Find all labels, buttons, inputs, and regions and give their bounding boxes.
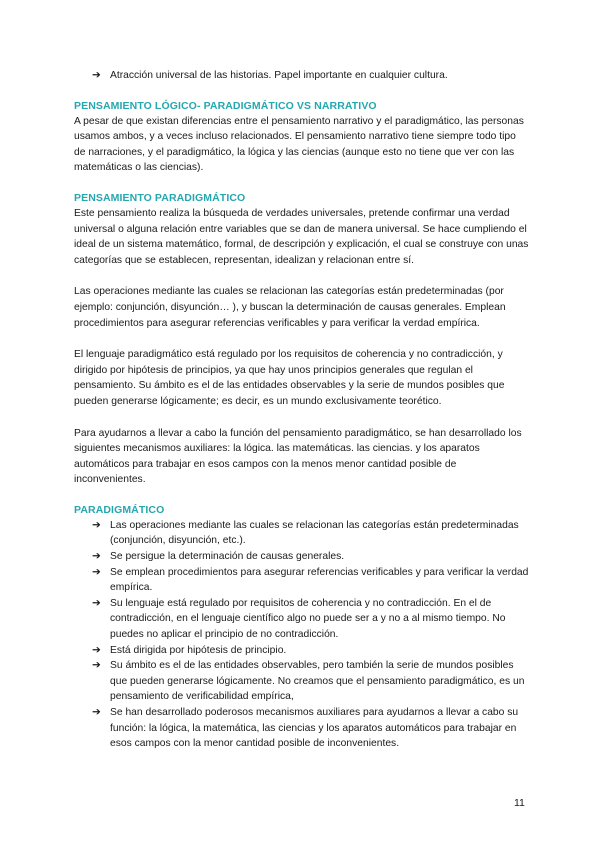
page-number: 11 bbox=[514, 797, 525, 809]
intro-bullet bbox=[74, 68, 530, 84]
section2-paragraph-3: El lenguaje paradigmático está regulado por los requisitos de coherencia y no contradicción, y dirigido por hipótesis de principios, ya que hay unos principios generales que regulan el pensamiento. Su ámbito es el de las entidades observables y la serie de mundos posibles que pueden generarse lógicamente; es decir, es un mundo exclusivamente teorético. bbox=[74, 349, 505, 407]
document-page bbox=[74, 68, 530, 752]
section2-paragraph-2: Las operaciones mediante las cuales se relacionan las categorías están predeterminadas (por ejemplo: conjunción, disyunción… ), y buscan la determinación de causas generales. Emplean procedimientos para asegurar referencias verificables y para verificar la verdad empírica. bbox=[74, 286, 506, 329]
section1-paragraph: A pesar de que existan diferencias entre el pensamiento narrativo y el paradigmático, las personas usamos ambos, y a veces incluso relacionados. El pensamiento narrativo tiene siempre todo tipo de narraciones, y el paradigmático, la lógica y las ciencias (aunque esto no tiene que ver con las matemáticas o las ciencias). bbox=[74, 115, 524, 174]
arrow-icon: ➔ bbox=[92, 706, 101, 718]
list-item-text: Se persigue la determinación de causas generales. bbox=[110, 551, 345, 563]
list-item-text: Está dirigida por hipótesis de principio. bbox=[110, 644, 287, 656]
intro-bullet-text: Atracción universal de las historias. Papel importante en cualquier cultura. bbox=[110, 70, 448, 81]
arrow-icon: ➔ bbox=[92, 550, 101, 563]
section2-paragraph-4: Para ayudarnos a llevar a cabo la función del pensamiento paradigmático, se han desarrollado los siguientes mecanismos auxiliares: la lógica. las matemáticas. las ciencias. y los aparatos automáticos para trabajar en esos campos con la menos menor cantidad posible de inconvenientes. bbox=[74, 427, 522, 486]
section-heading-logico-vs-narrativo: PENSAMIENTO LÓGICO- PARADIGMÁTICO VS NARRATIVO bbox=[74, 99, 377, 112]
list-item bbox=[92, 643, 530, 659]
arrow-icon: ➔ bbox=[92, 596, 101, 609]
list-item-text: Se han desarrollado poderosos mecanismos auxiliares para ayudarnos a llevar a cabo su función: la lógica, la matemática, las ciencias y los aparatos automáticos para trabajar en esos campos con la menor cantidad posible de inconvenientes. bbox=[110, 707, 519, 750]
list-item bbox=[92, 596, 530, 643]
list-item bbox=[92, 518, 530, 549]
list-item-text: Se emplean procedimientos para asegurar referencias verificables y para verificar la verdad empírica. bbox=[110, 566, 529, 594]
list-item bbox=[92, 549, 530, 565]
arrow-icon: ➔ bbox=[92, 643, 101, 656]
list-item-text: Su ámbito es el de las entidades observables, pero también la serie de mundos posibles que pueden generarse lógicamente. No creamos que el pensamiento paradigmático, es un pensamiento de verificabilidad empírica, bbox=[110, 660, 525, 703]
list-item bbox=[92, 658, 530, 705]
section2-paragraph-1: Este pensamiento realiza la búsqueda de verdades universales, pretende confirmar una verdad universal o alguna relación entre variables que se dan de manera universal. Se hace cumpliendo el ideal de un sistema matemático, formal, de descripción y explicación, el cual se construye con unas categorías que se establecen, representan, idealizan y relacionan entre sí. bbox=[74, 207, 529, 266]
arrow-icon: ➔ bbox=[92, 69, 101, 81]
list-item-text: Las operaciones mediante las cuales se relacionan las categorías están predeterminadas (conjunción, disyunción, etc.). bbox=[110, 519, 519, 547]
arrow-icon: ➔ bbox=[92, 565, 101, 578]
list-item-text: Su lenguaje está regulado por requisitos de coherencia y no contradicción. En el de contradicción, en el lenguaje científico algo no puede ser a y no a al mismo tiempo. No puedes no aplicar el principio de no contradicción. bbox=[110, 597, 506, 641]
section-heading-paradigmatico: PARADIGMÁTICO bbox=[74, 503, 165, 516]
list-item bbox=[92, 705, 530, 752]
paradigmatico-bullet-list bbox=[74, 518, 530, 752]
section-heading-pensamiento-paradigmatico: PENSAMIENTO PARADIGMÁTICO bbox=[74, 191, 246, 204]
arrow-icon: ➔ bbox=[92, 518, 101, 531]
arrow-icon: ➔ bbox=[92, 659, 101, 672]
list-item bbox=[92, 565, 530, 596]
